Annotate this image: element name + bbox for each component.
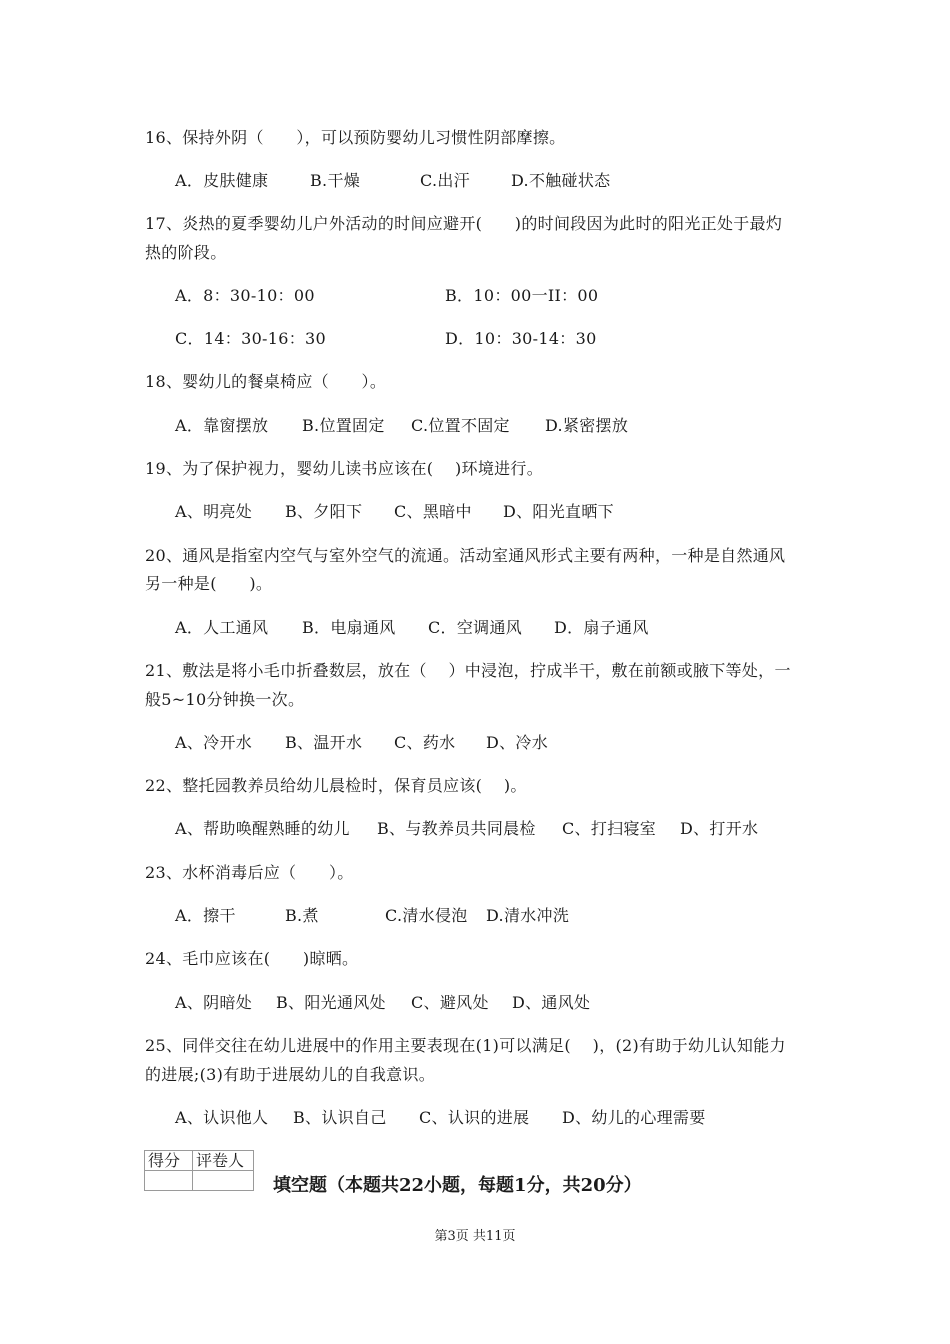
option-19-b: B、夕阳下 <box>285 502 363 521</box>
option-21-c: C、药水 <box>394 733 456 752</box>
question-19: 19、为了保护视力，婴幼儿读书应该在( )环境进行。 <box>145 459 544 478</box>
option-18-c: C.位置不固定 <box>411 416 510 435</box>
option-25-d: D、幼儿的心理需要 <box>562 1108 706 1127</box>
option-16-b: B.干燥 <box>310 171 361 190</box>
score-label: 得分 <box>145 1151 193 1171</box>
question-24: 24、毛巾应该在( )晾晒。 <box>145 949 359 968</box>
option-19-a: A、明亮处 <box>175 502 253 521</box>
option-20-d: D．扇子通风 <box>554 618 649 637</box>
score-cell[interactable] <box>145 1171 193 1191</box>
question-17: 17、炎热的夏季婴幼儿户外活动的时间应避开( )的时间段因为此时的阳光正处于最灼 <box>145 214 783 233</box>
option-17-c: C．14：30-16：30 <box>175 329 326 348</box>
option-25-c: C、认识的进展 <box>419 1108 530 1127</box>
option-20-a: A．人工通风 <box>175 618 269 637</box>
option-17-a: A．8：30-10：00 <box>175 286 315 305</box>
option-19-c: C、黑暗中 <box>394 502 472 521</box>
option-21-d: D、冷水 <box>486 733 549 752</box>
grader-label: 评卷人 <box>193 1151 254 1171</box>
option-18-b: B.位置固定 <box>302 416 385 435</box>
option-24-b: B、阳光通风处 <box>276 993 386 1012</box>
page-footer: 第3页 共11页 <box>434 1229 516 1244</box>
option-24-a: A、阴暗处 <box>175 993 253 1012</box>
option-22-d: D、打开水 <box>680 819 759 838</box>
option-16-a: A．皮肤健康 <box>175 171 269 190</box>
question-22: 22、整托园教养员给幼儿晨检时，保育员应该( )。 <box>145 776 527 795</box>
question-20-continued: 另一种是( )。 <box>145 574 273 593</box>
question-25: 25、同伴交往在幼儿进展中的作用主要表现在(1)可以满足( )，(2)有助于幼儿认知能力 <box>145 1036 786 1055</box>
section-title: 填空题（本题共22小题，每题1分，共20分） <box>273 1175 642 1196</box>
question-23: 23、水杯消毒后应（ ）。 <box>145 863 354 882</box>
question-18: 18、婴幼儿的餐桌椅应（ ）。 <box>145 372 387 391</box>
score-table <box>144 1150 254 1191</box>
option-21-b: B、温开水 <box>285 733 363 752</box>
option-20-b: B．电扇通风 <box>302 618 396 637</box>
grader-cell[interactable] <box>193 1171 254 1191</box>
option-20-c: C．空调通风 <box>428 618 523 637</box>
option-23-c: C.清水侵泡 <box>385 906 468 925</box>
question-20: 20、通风是指室内空气与室外空气的流通。活动室通风形式主要有两种，一种是自然通风 <box>145 546 786 565</box>
option-25-b: B、认识自己 <box>293 1108 387 1127</box>
option-23-d: D.清水冲洗 <box>486 906 570 925</box>
option-24-d: D、通风处 <box>512 993 591 1012</box>
option-22-c: C、打扫寝室 <box>562 819 657 838</box>
question-21-continued: 般5~10分钟换一次。 <box>145 690 305 709</box>
option-17-b: B．10：00一II：00 <box>445 286 599 305</box>
question-21: 21、敷法是将小毛巾折叠数层，放在（ ）中浸泡，拧成半干，敷在前额或腋下等处，一 <box>145 661 791 680</box>
option-25-a: A、认识他人 <box>175 1108 269 1127</box>
option-16-d: D.不触碰状态 <box>511 171 611 190</box>
option-18-a: A．靠窗摆放 <box>175 416 269 435</box>
option-23-b: B.煮 <box>285 906 319 925</box>
option-22-a: A、帮助唤醒熟睡的幼儿 <box>175 819 350 838</box>
option-16-c: C.出汗 <box>420 171 470 190</box>
question-16: 16、保持外阴（ ），可以预防婴幼儿习惯性阴部摩擦。 <box>145 128 566 147</box>
question-17-continued: 热的阶段。 <box>145 243 227 262</box>
option-19-d: D、阳光直晒下 <box>503 502 614 521</box>
option-17-d: D．10：30-14：30 <box>445 329 597 348</box>
option-23-a: A．擦干 <box>175 906 236 925</box>
option-21-a: A、冷开水 <box>175 733 253 752</box>
option-18-d: D.紧密摆放 <box>545 416 629 435</box>
option-22-b: B、与教养员共同晨检 <box>377 819 536 838</box>
option-24-c: C、避风处 <box>411 993 489 1012</box>
question-25-continued: 的进展;(3)有助于进展幼儿的自我意识。 <box>145 1065 436 1084</box>
